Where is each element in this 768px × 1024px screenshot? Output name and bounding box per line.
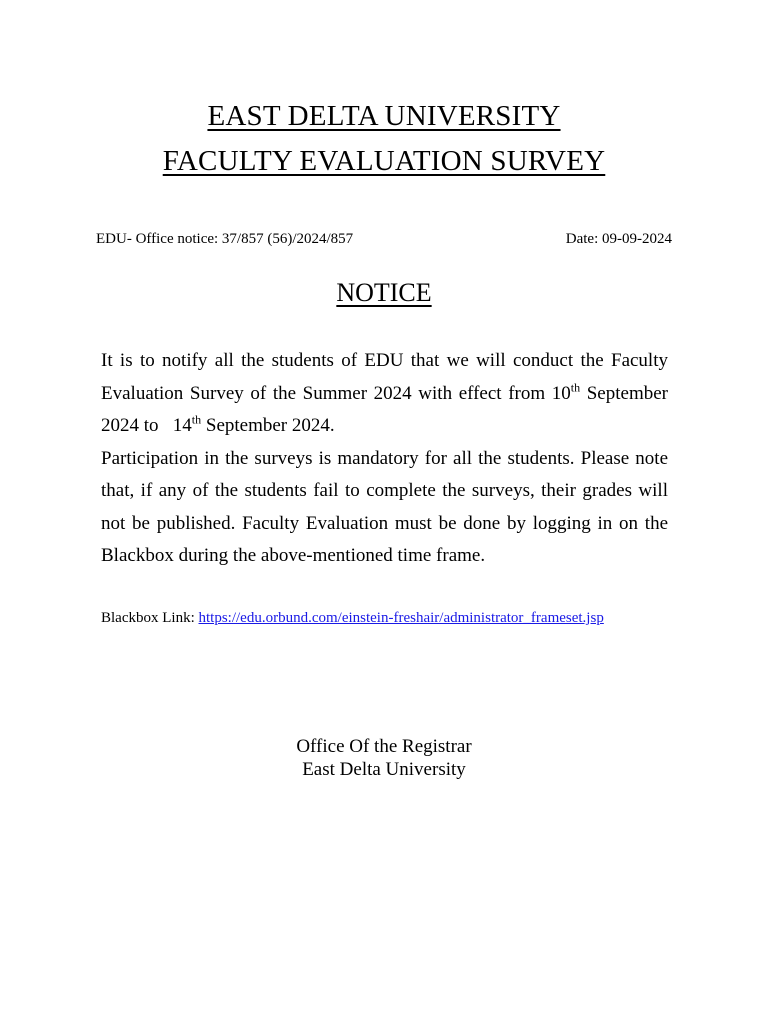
notice-heading: NOTICE <box>336 278 432 307</box>
start-date-suffix: th <box>570 380 581 395</box>
end-date-day: 14 <box>172 415 192 436</box>
blackbox-link-label: Blackbox Link: <box>101 610 199 626</box>
university-title: EAST DELTA UNIVERSITY <box>207 100 561 132</box>
reference-row <box>96 231 672 251</box>
start-date-rest: September 2024 to <box>101 382 668 436</box>
notice-body <box>101 345 668 573</box>
notice-date: Date: 09-09-2024 <box>565 231 672 247</box>
end-date-rest: September 2024. <box>201 415 335 436</box>
paragraph-1-intro: It is to notify all the students of EDU that we will conduct the Faculty Evaluation Survey of the Summer 2024 with effect from <box>101 350 668 404</box>
survey-title: FACULTY EVALUATION SURVEY <box>162 145 606 177</box>
signature-office: Office Of the Registrar <box>296 736 472 757</box>
end-date-suffix: th <box>191 412 202 427</box>
blackbox-link[interactable]: https://edu.orbund.com/einstein-freshair/administrator_frameset.jsp <box>198 610 604 626</box>
notice-paragraph-2: Participation in the surveys is mandatory for all the students. Please note that, if any of the students fail to complete the surveys, their grades will not be published. Faculty Evaluation must be done by logging in on the Blackbox during the above-mentioned time frame. <box>101 447 668 566</box>
start-date-day: 10 <box>551 382 571 404</box>
signature-block <box>0 735 768 781</box>
blackbox-link-row <box>101 610 604 627</box>
office-notice-number: EDU- Office notice: 37/857 (56)/2024/857 <box>96 231 354 247</box>
notice-paragraph-1 <box>101 345 668 443</box>
signature-university: East Delta University <box>302 759 466 780</box>
